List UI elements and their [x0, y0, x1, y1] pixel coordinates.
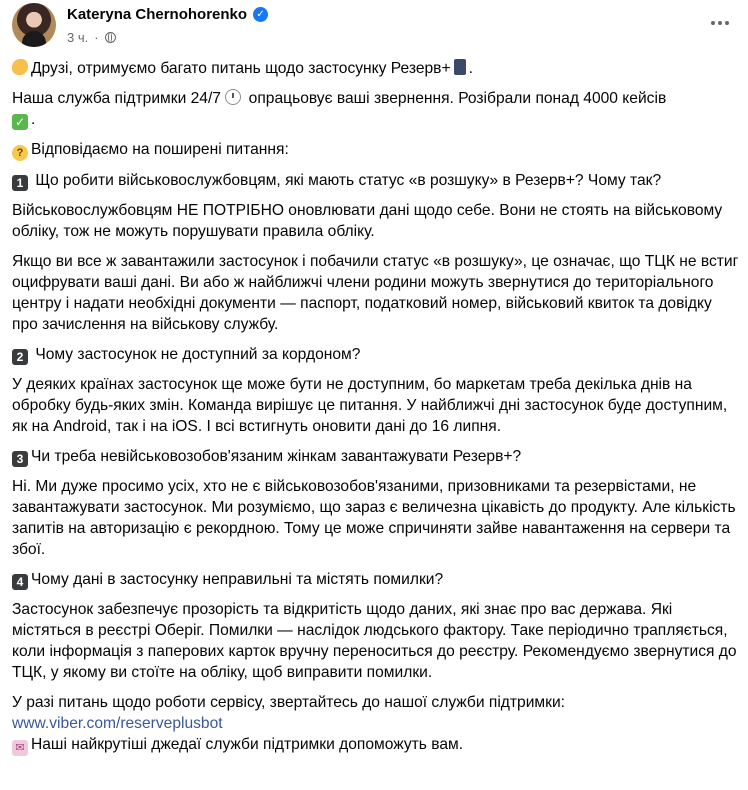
- question-3: [12, 446, 740, 467]
- faq-intro: [12, 139, 740, 161]
- question-1: [12, 170, 740, 191]
- love-letter-emoji-icon: ✉: [12, 740, 28, 756]
- answer-3: Ні. Ми дуже просимо усіх, хто не є військовозобов'язаними, призовниками та резервістами, не завантажувати застосунок. Ми розуміємо, що зараз є величезна цікавість до продукту. Але кількість запитів на авторизацію є рекордною. Тому це може спричиняти зайве навантаження на сервери та збої.: [12, 478, 736, 558]
- keycap-2-emoji-icon: 2: [12, 349, 28, 365]
- verified-badge-icon: ✓: [253, 7, 268, 22]
- post-meta: [67, 30, 116, 45]
- post-timestamp[interactable]: 3 ч.: [67, 30, 89, 45]
- post-body: [12, 58, 740, 756]
- more-options-icon: [711, 21, 715, 25]
- answer-1-part-1: Військовослужбовцям НЕ ПОТРІБНО оновлювати дані щодо себе. Вони не стоять на військовому обліку, тож не можуть порушувати правила обліку.: [12, 202, 723, 240]
- author-line: [67, 6, 268, 23]
- faq-intro-text: Відповідаємо на поширені питання:: [31, 141, 289, 158]
- question-3-text: Чи треба невійськовозобов'язаним жінкам завантажувати Резерв+?: [31, 448, 522, 465]
- globe-icon: [105, 32, 116, 43]
- question-2: [12, 344, 740, 365]
- question-2-text: Чому застосунок не доступний за кордоном?: [35, 346, 361, 363]
- more-options-icon: [718, 21, 722, 25]
- keycap-3-emoji-icon: 3: [12, 451, 28, 467]
- check-mark-emoji-icon: ✓: [12, 114, 28, 130]
- contact-text: У разі питань щодо роботи сервісу, звертайтесь до нашої служби підтримки:: [12, 694, 565, 711]
- support-text: Наша служба підтримки 24/7: [12, 90, 221, 107]
- question-4: [12, 569, 740, 590]
- more-options-button[interactable]: [706, 9, 734, 37]
- meta-separator: ·: [94, 30, 99, 45]
- answer-1-part-2: Якщо ви все ж завантажили застосунок і побачили статус «в розшуку», це означає, що ТЦК не встиг оцифрувати ваші дані. Ви або ж найближчі члени родини можуть звернутися до територіального центру і надати необхідні документи — паспорт, податковий номер, військовий квиток та довідку про зачислення на військову службу.: [12, 253, 739, 333]
- handshake-emoji-icon: [12, 59, 28, 75]
- keycap-4-emoji-icon: 4: [12, 574, 28, 590]
- answer-2: У деяких країнах застосунок ще може бути не доступним, бо маркетам треба декілька днів на обробку будь-яких змін. Команда вирішує це питання. У найближчі дні застосунок буде доступним, як на Android, так і на iOS. І всі встигнуть оновити дані до 16 липня.: [12, 376, 728, 435]
- support-text-continued: опрацьовує ваші звернення. Розібрали понад 4000 кейсів: [248, 90, 667, 107]
- keycap-1-emoji-icon: 1: [12, 175, 28, 191]
- contact-paragraph: [12, 692, 740, 756]
- question-4-text: Чому дані в застосунку неправильні та містять помилки?: [31, 571, 444, 588]
- thinking-face-emoji-icon: ?: [12, 145, 28, 161]
- intro-text: Друзі, отримуємо багато питань щодо застосунку Резерв+: [31, 60, 451, 77]
- clock-emoji-icon: [225, 89, 241, 105]
- mobile-phone-emoji-icon: [454, 59, 466, 75]
- intro-paragraph: Друзі, отримуємо багато питань щодо застосунку Резерв+ .: [12, 58, 740, 79]
- question-1-text: Що робити військовослужбовцям, які мають статус «в розшуку» в Резерв+? Чому так?: [35, 172, 662, 189]
- closing-text: Наші найкрутіші джедаї служби підтримки допоможуть вам.: [31, 736, 464, 753]
- author-name[interactable]: Kateryna Chernohorenko: [67, 6, 248, 23]
- answer-4: Застосунок забезпечує прозорість та відкритість щодо даних, які знає про вас держава. Які містяться в реєстрі Оберіг. Помилки — наслідок людського фактору. Таке періодично трапляється, коли інформація з паперових карток вручну переноситься до реєстру. Рекомендуємо звернутися до ТЦК, у якому ви стоїте на обліку, щоб виправити помилки.: [12, 601, 737, 681]
- author-avatar[interactable]: [12, 3, 56, 47]
- post-header: [12, 3, 736, 51]
- support-paragraph: Наша служба підтримки 24/7 опрацьовує ваші звернення. Розібрали понад 4000 кейсів ✓ .: [12, 90, 667, 129]
- viber-bot-link[interactable]: www.viber.com/reserveplusbot: [12, 715, 223, 732]
- more-options-icon: [725, 21, 729, 25]
